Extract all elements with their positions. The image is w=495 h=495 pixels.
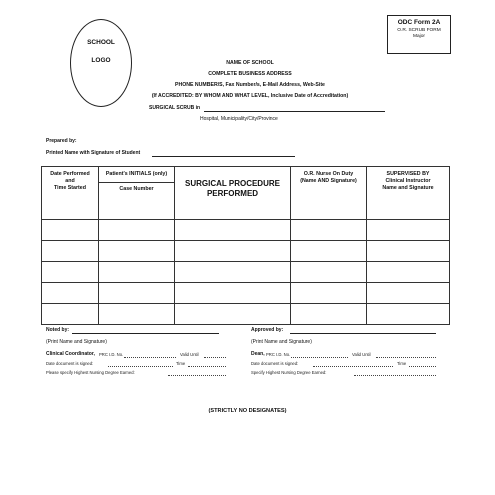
cell-patient[interactable] bbox=[99, 262, 175, 283]
approved-date-field[interactable] bbox=[313, 366, 393, 367]
surgical-scrub-field[interactable] bbox=[204, 111, 385, 112]
noted-prc-label: PRC I.D. No. bbox=[99, 352, 124, 357]
cell-procedure[interactable] bbox=[175, 220, 291, 241]
cell-procedure[interactable] bbox=[175, 241, 291, 262]
approved-degree-field[interactable] bbox=[354, 375, 436, 376]
surgical-scrub-label: SURGICAL SCRUB in bbox=[149, 105, 201, 111]
contact-info: PHONE NUMBER/S, Fax Number/s, E-Mail Address, Web-Site bbox=[175, 82, 325, 88]
cell-date[interactable] bbox=[42, 262, 99, 283]
approved-degree-label: Specify Highest Nursing Degree Earned: bbox=[251, 370, 327, 375]
cell-patient[interactable] bbox=[99, 220, 175, 241]
noted-valid-field[interactable] bbox=[204, 357, 226, 358]
logo-line-1: SCHOOL bbox=[87, 39, 115, 46]
hospital-location-label: Hospital, Municipality/City/Province bbox=[200, 116, 278, 122]
approved-date-label: Date document is signed: bbox=[251, 361, 299, 366]
cell-nurse[interactable] bbox=[291, 262, 367, 283]
cell-procedure[interactable] bbox=[175, 262, 291, 283]
col-nurse-line-1: O.R. Nurse On Duty bbox=[303, 171, 354, 177]
table-row bbox=[42, 220, 450, 241]
cell-patient[interactable] bbox=[99, 241, 175, 262]
noted-by-signature-field[interactable] bbox=[72, 333, 219, 334]
table-row bbox=[42, 241, 450, 262]
noted-valid-label: Valid Until bbox=[180, 352, 199, 357]
col-date-line-3: Time Started bbox=[54, 185, 86, 191]
cell-supervisor[interactable] bbox=[367, 283, 450, 304]
cell-date[interactable] bbox=[42, 283, 99, 304]
school-name: NAME OF SCHOOL bbox=[226, 60, 274, 66]
col-nurse-line-2: (Name AND Signature) bbox=[300, 178, 357, 184]
noted-degree-field[interactable] bbox=[168, 375, 226, 376]
form-code: ODC Form 2A bbox=[397, 19, 441, 26]
table-header-row bbox=[42, 167, 450, 220]
col-supervisor-line-2: Clinical Instructor bbox=[385, 178, 431, 184]
student-signature-field[interactable] bbox=[152, 156, 295, 157]
noted-by-label: Noted by: bbox=[46, 327, 70, 333]
cell-date[interactable] bbox=[42, 220, 99, 241]
noted-by-role: Clinical Coordinator, bbox=[46, 351, 95, 357]
noted-date-label: Date document is signed: bbox=[46, 361, 94, 366]
approved-prc-label: PRC I.D. No. bbox=[266, 352, 291, 357]
col-patient-initials: Patient's INITIALS (only) bbox=[105, 171, 168, 177]
strictly-no-designates-note: (STRICTLY NO DESIGNATES) bbox=[208, 408, 287, 414]
scrub-log-table bbox=[41, 166, 450, 325]
col-procedure-line-1: SURGICAL PROCEDURE bbox=[185, 179, 280, 188]
col-nurse-header bbox=[291, 167, 367, 220]
cell-supervisor[interactable] bbox=[367, 241, 450, 262]
col-supervisor-line-3: Name and Signature bbox=[382, 185, 434, 191]
approved-time-label: Time bbox=[397, 361, 407, 366]
approved-by-print-hint: (Print Name and Signature) bbox=[251, 339, 312, 345]
form-type: Major bbox=[413, 34, 425, 39]
cell-date[interactable] bbox=[42, 241, 99, 262]
student-signature-label: Printed Name with Signature of Student bbox=[46, 150, 141, 156]
col-date-header bbox=[42, 167, 99, 220]
approved-prc-field[interactable] bbox=[291, 357, 348, 358]
form-title: O.R. SCRUB FORM bbox=[397, 28, 441, 33]
cell-patient[interactable] bbox=[99, 304, 175, 325]
approved-time-field[interactable] bbox=[409, 366, 436, 367]
approved-by-role: Dean, bbox=[251, 351, 265, 357]
logo-line-2: LOGO bbox=[91, 57, 111, 64]
accreditation-info: (If ACCREDITED: BY WHOM AND WHAT LEVEL, Inclusive Date of Accreditation) bbox=[151, 93, 349, 99]
noted-time-field[interactable] bbox=[188, 366, 226, 367]
col-procedure-line-2: PERFORMED bbox=[206, 189, 259, 198]
noted-by-print-hint: (Print Name and Signature) bbox=[46, 339, 107, 345]
cell-date[interactable] bbox=[42, 304, 99, 325]
table-row bbox=[42, 304, 450, 325]
cell-procedure[interactable] bbox=[175, 304, 291, 325]
cell-nurse[interactable] bbox=[291, 241, 367, 262]
cell-patient[interactable] bbox=[99, 283, 175, 304]
cell-supervisor[interactable] bbox=[367, 304, 450, 325]
col-procedure-header bbox=[175, 167, 291, 220]
table-row bbox=[42, 262, 450, 283]
noted-date-field[interactable] bbox=[108, 366, 173, 367]
cell-nurse[interactable] bbox=[291, 304, 367, 325]
prepared-by-label: Prepared by: bbox=[46, 138, 77, 144]
approved-by-signature-field[interactable] bbox=[290, 333, 436, 334]
col-supervisor-header bbox=[367, 167, 450, 220]
col-supervisor-line-1: SUPERVISED BY bbox=[386, 171, 430, 177]
cell-supervisor[interactable] bbox=[367, 220, 450, 241]
col-case-number: Case Number bbox=[99, 182, 174, 193]
business-address: COMPLETE BUSINESS ADDRESS bbox=[208, 71, 292, 77]
approved-by-label: Approved by: bbox=[251, 327, 284, 333]
table-row bbox=[42, 283, 450, 304]
noted-degree-label: Please specify Highest Nursing Degree Earned: bbox=[46, 370, 135, 375]
noted-time-label: Time bbox=[176, 361, 186, 366]
cell-procedure[interactable] bbox=[175, 283, 291, 304]
cell-supervisor[interactable] bbox=[367, 262, 450, 283]
cell-nurse[interactable] bbox=[291, 220, 367, 241]
approved-valid-field[interactable] bbox=[376, 357, 436, 358]
col-date-line-2: and bbox=[65, 178, 75, 184]
cell-nurse[interactable] bbox=[291, 283, 367, 304]
form-id-box bbox=[387, 15, 451, 54]
approved-valid-label: Valid Until bbox=[352, 352, 371, 357]
col-date-line-1: Date Performed bbox=[50, 171, 90, 177]
noted-prc-field[interactable] bbox=[124, 357, 176, 358]
col-patient-header bbox=[99, 167, 175, 220]
